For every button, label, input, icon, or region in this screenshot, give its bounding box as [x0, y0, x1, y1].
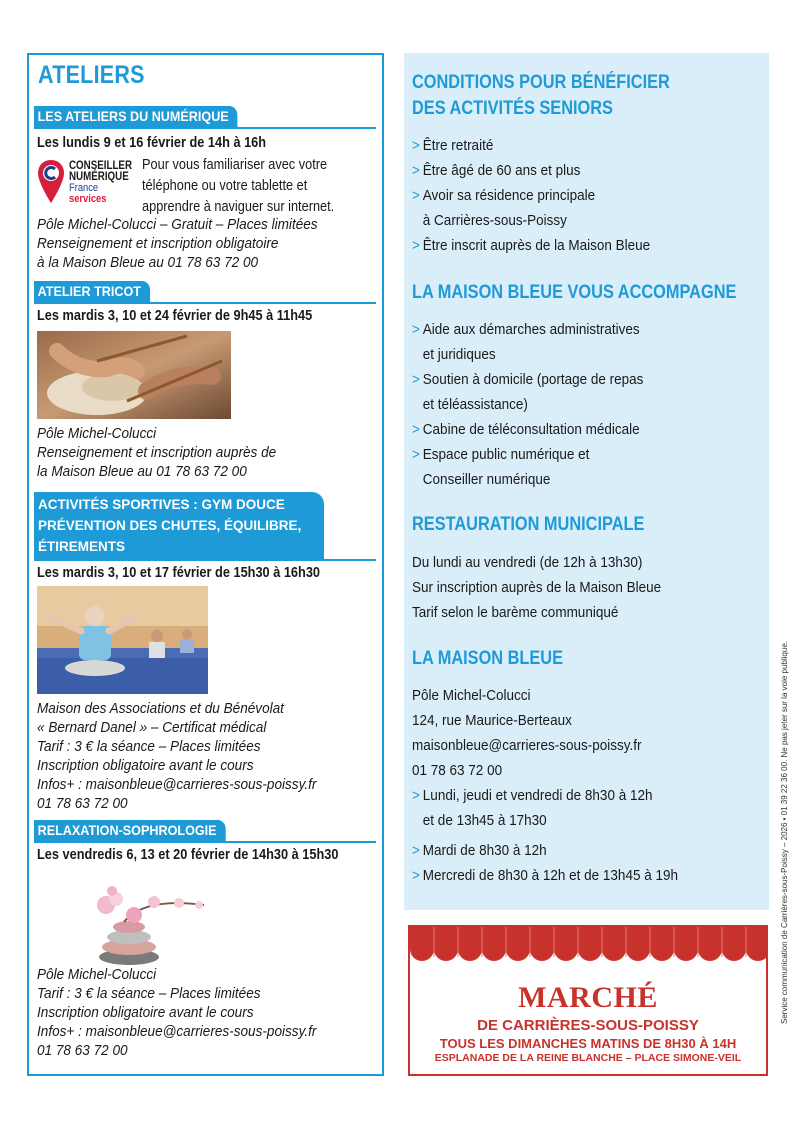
conditions-item: > Être inscrit auprès de la Maison Bleue [412, 233, 650, 258]
relax-info-4: Infos+ : maisonbleue@carrieres-sous-poissy.fr [37, 1024, 317, 1040]
tricot-date: Les mardis 3, 10 et 24 février de 9h45 à 11h45 [37, 308, 313, 324]
section-relax-header [34, 820, 376, 843]
relax-info-1: Pôle Michel-Colucci [37, 967, 157, 983]
maison-bleue-title: LA MAISON BLEUE [412, 648, 563, 669]
location-pin-icon [37, 159, 65, 205]
chevron-right-icon: > [412, 787, 420, 804]
chevron-right-icon: > [412, 867, 420, 884]
chevron-right-icon: > [412, 446, 420, 463]
conseiller-numerique-logo [37, 159, 142, 205]
maison-phone: 01 78 63 72 00 [412, 762, 503, 779]
chevron-right-icon: > [412, 187, 420, 204]
accompagne-item-cont: et téléassistance) [422, 396, 528, 413]
conditions-item: > Avoir sa résidence principale [412, 183, 595, 208]
restauration-line: Sur inscription auprès de la Maison Bleue [412, 579, 662, 596]
chevron-right-icon: > [412, 421, 420, 438]
section-tricot-title: ATELIER TRICOT [34, 281, 150, 302]
sport-info-3: Tarif : 3 € la séance – Places limitées [37, 739, 261, 755]
tricot-info-3: la Maison Bleue au 01 78 63 72 00 [37, 464, 247, 480]
accompagne-item: > Aide aux démarches administratives [412, 317, 640, 342]
section-relax-title: RELAXATION-SOPHROLOGIE [34, 820, 226, 841]
conditions-item: > Être âgé de 60 ans et plus [412, 158, 580, 183]
numerique-desc-2: téléphone ou votre tablette et [142, 178, 308, 194]
numerique-info-2: Renseignement et inscription obligatoire [37, 236, 279, 252]
sport-photo [37, 586, 208, 694]
seniors-info-panel [404, 53, 769, 910]
conditions-item: > Être retraité [412, 133, 493, 158]
marche-location: ESPLANADE DE LA REINE BLANCHE – PLACE SIMONE-VEIL [434, 1052, 742, 1064]
numerique-desc-3: apprendre à naviguer sur internet. [142, 199, 335, 215]
chevron-right-icon: > [412, 842, 420, 859]
maison-hours-item: > Mercredi de 8h30 à 12h et de 13h45 à 19h [412, 863, 678, 888]
sport-info-6: 01 78 63 72 00 [37, 796, 128, 812]
logo-text-conseiller: CONSEILLER [69, 160, 133, 172]
accompagne-item: > Cabine de téléconsultation médicale [412, 417, 640, 442]
maison-hours-item: > Lundi, jeudi et vendredi de 8h30 à 12h [412, 783, 652, 808]
maison-hours-item: > Mardi de 8h30 à 12h [412, 838, 547, 863]
maison-email: maisonbleue@carrieres-sous-poissy.fr [412, 737, 642, 754]
ateliers-panel [27, 53, 384, 1076]
logo-text-france: France [69, 182, 99, 194]
awning-icon [410, 927, 766, 975]
marche-schedule: TOUS LES DIMANCHES MATINS DE 8H30 À 14H [439, 1036, 737, 1051]
relax-date: Les vendredis 6, 13 et 20 février de 14h30 à 15h30 [37, 847, 339, 863]
tricot-info-2: Renseignement et inscription auprès de [37, 445, 277, 461]
chevron-right-icon: > [412, 237, 420, 254]
tricot-info-1: Pôle Michel-Colucci [37, 426, 157, 442]
maison-hours-cont: et de 13h45 à 17h30 [422, 812, 547, 829]
chevron-right-icon: > [412, 321, 420, 338]
logo-text-services: services [69, 193, 107, 205]
accompagne-item: > Espace public numérique et [412, 442, 589, 467]
conditions-title-2: DES ACTIVITÉS SENIORS [412, 98, 613, 119]
sport-info-5: Infos+ : maisonbleue@carrieres-sous-poissy.fr [37, 777, 317, 793]
logo-text-numerique: NUMÉRIQUE [69, 171, 129, 183]
accompagne-item-cont: Conseiller numérique [422, 471, 551, 488]
section-sport-title: ACTIVITÉS SPORTIVES : GYM DOUCE PRÉVENTION DES CHUTES, ÉQUILIBRE, ÉTIREMENTS [34, 492, 324, 559]
conditions-item-cont: à Carrières-sous-Poissy [422, 212, 567, 229]
section-numerique-title: LES ATELIERS DU NUMÉRIQUE [34, 106, 238, 127]
chevron-right-icon: > [412, 137, 420, 154]
marche-city: DE CARRIÈRES-SOUS-POISSY [477, 1017, 699, 1034]
restauration-title: RESTAURATION MUNICIPALE [412, 514, 645, 535]
sport-date: Les mardis 3, 10 et 17 février de 15h30 à 16h30 [37, 565, 321, 581]
numerique-info-3: à la Maison Bleue au 01 78 63 72 00 [37, 255, 259, 271]
sport-info-4: Inscription obligatoire avant le cours [37, 758, 254, 774]
accompagne-item: > Soutien à domicile (portage de repas [412, 367, 643, 392]
relax-photo [84, 877, 219, 967]
section-tricot-header [34, 281, 376, 304]
chevron-right-icon: > [412, 371, 420, 388]
section-numerique-header [34, 106, 376, 129]
relax-info-5: 01 78 63 72 00 [37, 1043, 128, 1059]
maison-line: 124, rue Maurice-Berteaux [412, 712, 572, 729]
relax-info-3: Inscription obligatoire avant le cours [37, 1005, 254, 1021]
numerique-desc-1: Pour vous familiariser avec votre [142, 157, 328, 173]
tricot-photo [37, 331, 231, 419]
section-sport-header [34, 492, 376, 561]
credit-text: Service communication de Carrières-sous-Poissy – 2026 • 01 39 22 36 00. Ne pas jeter sur la voie publique. [780, 640, 789, 1024]
numerique-date: Les lundis 9 et 16 février de 14h à 16h [37, 135, 267, 151]
accompagne-item-cont: et juridiques [422, 346, 496, 363]
restauration-line: Du lundi au vendredi (de 12h à 13h30) [412, 554, 643, 571]
ateliers-title: ATELIERS [38, 61, 145, 89]
accompagne-title: LA MAISON BLEUE VOUS ACCOMPAGNE [412, 282, 737, 303]
marche-title: MARCHÉ [518, 981, 658, 1014]
restauration-line: Tarif selon le barème communiqué [412, 604, 619, 621]
numerique-info-1: Pôle Michel-Colucci – Gratuit – Places limitées [37, 217, 318, 233]
chevron-right-icon: > [412, 162, 420, 179]
maison-line: Pôle Michel-Colucci [412, 687, 531, 704]
sport-info-1: Maison des Associations et du Bénévolat [37, 701, 284, 717]
conditions-title-1: CONDITIONS POUR BÉNÉFICIER [412, 72, 670, 93]
sport-info-2: « Bernard Danel » – Certificat médical [37, 720, 267, 736]
marche-banner [408, 925, 768, 1076]
relax-info-2: Tarif : 3 € la séance – Places limitées [37, 986, 261, 1002]
